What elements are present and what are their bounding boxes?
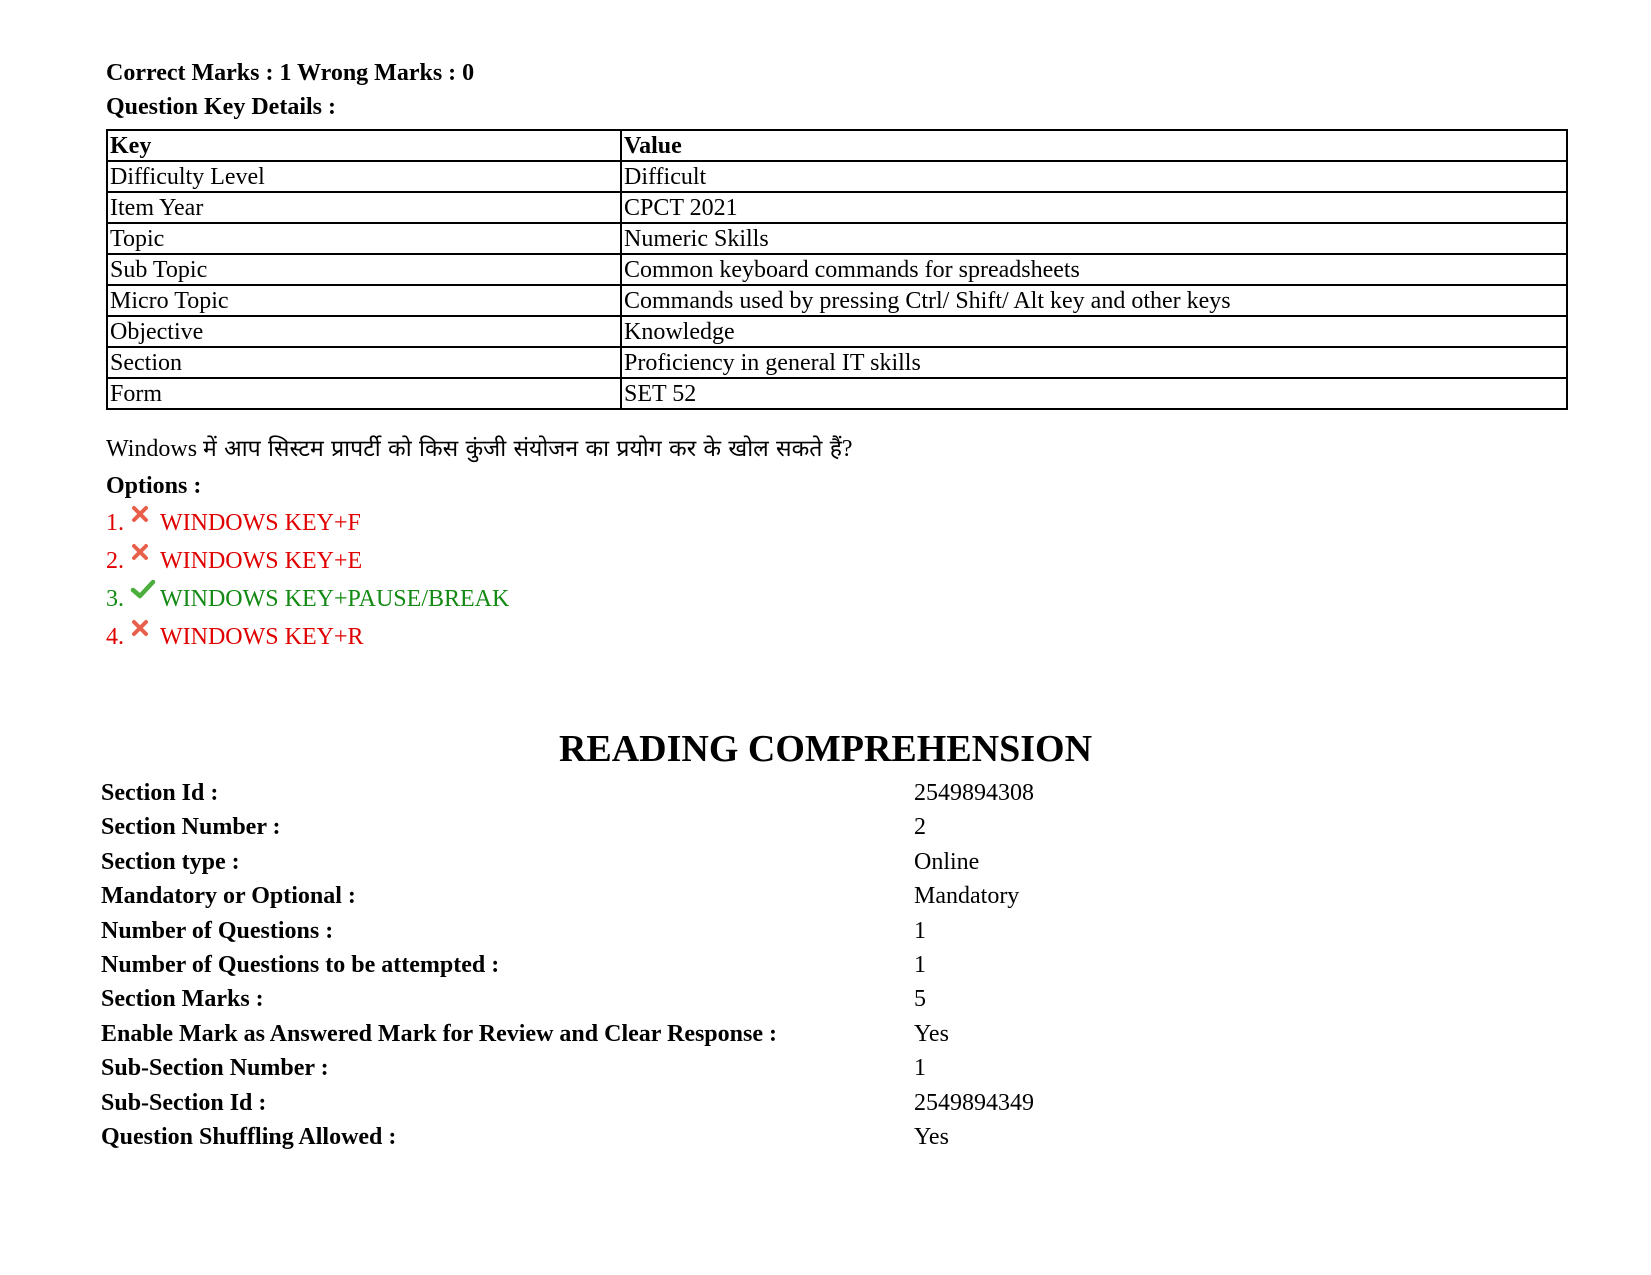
option-3 <box>106 584 509 614</box>
table-cell-value: Commands used by pressing Ctrl/ Shift/ Alt key and other keys <box>621 285 1567 316</box>
info-label: Mandatory or Optional : <box>101 883 356 910</box>
info-value: 1 <box>914 1055 926 1082</box>
info-label: Number of Questions : <box>101 917 334 944</box>
table-cell-value: Numeric Skills <box>621 223 1567 254</box>
table-cell-value: Common keyboard commands for spreadsheets <box>621 254 1567 285</box>
cross-icon <box>130 502 160 532</box>
table-header-value: Value <box>621 130 1567 161</box>
key-details-table <box>106 129 1568 410</box>
info-value: 1 <box>914 951 926 978</box>
table-cell-value: SET 52 <box>621 378 1567 409</box>
question-prefix: Windows <box>106 436 204 462</box>
info-value: 2 <box>914 814 926 841</box>
section-title: READING COMPREHENSION <box>558 728 1093 770</box>
table-cell-key: Section <box>107 347 621 378</box>
table-cell-key: Difficulty Level <box>107 161 621 192</box>
info-label: Sub-Section Id : <box>101 1089 267 1116</box>
info-value: Yes <box>914 1123 949 1150</box>
table-cell-value: CPCT 2021 <box>621 192 1567 223</box>
option-text: WINDOWS KEY+R <box>160 624 364 650</box>
table-cell-key: Micro Topic <box>107 285 621 316</box>
table-cell-key: Form <box>107 378 621 409</box>
table-row <box>107 347 1567 378</box>
option-text: WINDOWS KEY+PAUSE/BREAK <box>160 586 510 612</box>
info-value: 1 <box>914 917 926 944</box>
question-hindi: में आप सिस्टम प्रापर्टी को किस कुंजी संयोजन का प्रयोग कर के खोल सकते हैं <box>203 436 842 462</box>
info-label: Section type : <box>101 848 240 875</box>
table-row <box>107 192 1567 223</box>
option-text: WINDOWS KEY+F <box>160 510 361 536</box>
option-number: 2. <box>106 548 124 574</box>
info-label: Number of Questions to be attempted : <box>101 951 500 978</box>
option-text: WINDOWS KEY+E <box>160 548 363 574</box>
info-row <box>101 810 1551 844</box>
table-cell-value: Proficiency in general IT skills <box>621 347 1567 378</box>
option-number: 3. <box>106 586 124 612</box>
info-label: Question Shuffling Allowed : <box>101 1123 397 1150</box>
info-row <box>101 776 1551 810</box>
info-label: Section Marks : <box>101 986 264 1013</box>
info-label: Section Id : <box>101 780 219 806</box>
marks-line: Correct Marks : 1 Wrong Marks : 0 <box>106 60 475 86</box>
info-value: Yes <box>914 1020 949 1047</box>
info-value: Online <box>914 848 980 875</box>
section-info <box>101 776 1551 1154</box>
table-cell-key: Objective <box>107 316 621 347</box>
info-row <box>101 1086 1551 1120</box>
info-row <box>101 914 1551 948</box>
table-row <box>107 316 1567 347</box>
option-number: 1. <box>106 510 124 536</box>
info-row <box>101 845 1551 879</box>
table-header-row <box>107 130 1567 161</box>
info-row <box>101 1017 1551 1051</box>
info-value: 2549894349 <box>914 1089 1034 1116</box>
option-4 <box>106 622 364 652</box>
info-row <box>101 1120 1551 1154</box>
cross-icon <box>130 540 160 570</box>
info-label: Section Number : <box>101 814 281 841</box>
info-row <box>101 1051 1551 1085</box>
info-row <box>101 982 1551 1016</box>
option-2 <box>106 546 362 576</box>
check-icon <box>130 578 160 608</box>
option-number: 4. <box>106 624 124 650</box>
question-text <box>106 432 853 466</box>
cross-icon <box>130 616 160 646</box>
table-row <box>107 285 1567 316</box>
info-row <box>101 879 1551 913</box>
option-1 <box>106 508 361 538</box>
table-header-key: Key <box>107 130 621 161</box>
table-row <box>107 161 1567 192</box>
table-row <box>107 378 1567 409</box>
info-row <box>101 948 1551 982</box>
table-cell-value: Difficult <box>621 161 1567 192</box>
table-cell-key: Topic <box>107 223 621 254</box>
key-details-heading: Question Key Details : <box>106 94 336 120</box>
info-value: 5 <box>914 986 926 1013</box>
info-value: 2549894308 <box>914 780 1034 806</box>
options-heading: Options : <box>106 473 202 499</box>
table-cell-key: Sub Topic <box>107 254 621 285</box>
table-row <box>107 254 1567 285</box>
table-cell-key: Item Year <box>107 192 621 223</box>
info-label: Enable Mark as Answered Mark for Review and Clear Response : <box>101 1020 777 1047</box>
info-label: Sub-Section Number : <box>101 1055 329 1082</box>
table-cell-value: Knowledge <box>621 316 1567 347</box>
table-row <box>107 223 1567 254</box>
info-value: Mandatory <box>914 883 1020 910</box>
question-suffix: ? <box>841 436 853 462</box>
